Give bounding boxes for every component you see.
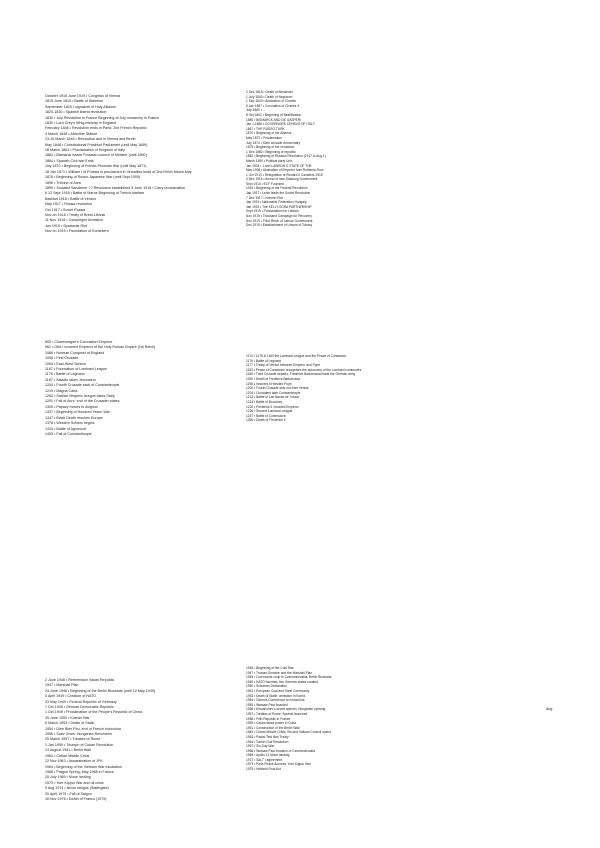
timeline-entry: October 1918 June 1919 • Congress of Vienna xyxy=(45,94,121,98)
timeline-entry: 1204 • Crusaders take Constantinople xyxy=(246,390,301,395)
timeline-entry: 13-15 March 1848 • Revolution and in Vienna and Berlin xyxy=(45,137,136,142)
timeline-entry: 1961 • Construction of the Berlin Wall xyxy=(246,725,300,730)
timeline-entry: 1291 • Fall of Acre, end of the Crusader states xyxy=(45,399,120,404)
timeline-entry: 11 Nov 1918 • Compiègne Armistice xyxy=(45,218,103,223)
timeline-entry: 1959 • Castro takes power in Cuba xyxy=(246,721,296,726)
timeline-entry: 1282 • Sicilian Vespers; Aragon takes Sicily xyxy=(45,394,115,399)
timeline-entry: 1870 • Beginning of the Alliance xyxy=(246,131,292,136)
timeline-entry: Oct 1917 • Soviet Russia xyxy=(45,207,86,212)
timeline-entry: 18 Jan 1871 • William I of Prussia is proclaimed in Versailles head of 2nd Reich Marsh May xyxy=(45,169,192,174)
timeline-entry: Jan 1904 • 1 Ann LAWSON E STATE OF THE xyxy=(246,163,312,168)
timeline-entry: 1964 • Beginning of the Vietnam War escalation xyxy=(45,764,122,769)
timeline-entry: 1 Oct 1949 • Proclamation of the People's Republic of China xyxy=(45,710,143,715)
timeline-entry: 1958 • Fifth Republic in France xyxy=(246,716,291,721)
timeline-entry: 1947 • Marshall Plan xyxy=(45,683,79,688)
timeline-entry: 25 March 1957 • Treaties of Rome xyxy=(45,737,101,742)
timeline-entry: 1212 • Battle of Las Navas de Tolosa xyxy=(246,395,299,400)
timeline-entry: 1968 • Prague Spring; May 1968 in France xyxy=(45,769,114,774)
timeline-entry: 1878 • Beginning of Russo-Japanese War (until Sept 1905) xyxy=(45,175,141,180)
timeline-entry: 1190 • Death of Frederick Barbarossa xyxy=(246,376,300,381)
timeline-entry: 1226 • Second Lombard League xyxy=(246,409,293,414)
timeline-entry: Basilian 1918 • Battle of Verdun xyxy=(45,196,97,201)
timeline-entry: 1220 • Frederick II crowned Emperor xyxy=(246,404,299,409)
timeline-entry: 25 June 1950 • Korean War xyxy=(45,715,90,720)
timeline-entry: 1237 • Battle of Cortenuova xyxy=(246,413,286,418)
timeline-entry: 24 June 1948 • Beginning of the Berlin Blockade (until 12 May 1949) xyxy=(45,688,156,693)
timeline-entry: 1896 • Tribune of Ares xyxy=(45,180,81,185)
timeline-entry: 5 March 1953 • Death of Stalin xyxy=(45,721,95,726)
timeline-entry: July 1860 • ... xyxy=(246,108,266,113)
timeline-entry: 1347 • Black Death reaches Europe xyxy=(45,415,103,420)
timeline-entry: 1915 • Beginning of the Federal Revolution xyxy=(246,186,308,191)
timeline-entry: July 1870 • Beginning of Franco-Prussian War (until May 1871) xyxy=(45,164,147,169)
timeline-entry: 8 Oct 1862 • Beginning of Beatification xyxy=(246,112,302,117)
timeline-entry: 1954 • Dien Bien Phu, end of French Indochina xyxy=(45,726,121,731)
timeline-entry: 1956 • Khrushchev's secret speech; Hungarian uprising xyxy=(246,707,326,712)
timeline-entry: March 1890 • Political party Unit xyxy=(246,158,292,163)
timeline-entry: 3 Dec 1914 • Arrival of new Stasburg Government xyxy=(246,177,318,182)
timeline-entry: 7 Dec 1917 • Kremlin Riot xyxy=(246,195,284,200)
timeline-entry: 22 Nov 1963 • Assassination of JFK xyxy=(45,759,103,764)
timeline-entry: 1415 • Battle of Agincourt xyxy=(45,426,86,431)
timeline-entry: 18 March 1861 • Proclamation of Kingdom of Italy xyxy=(45,148,125,153)
timeline-entry: 1183 • Peace of Constance recognises the autonomy of the Lombard communes xyxy=(246,367,362,372)
timeline-entry: May 1917 • Russia revolution xyxy=(45,202,93,207)
timeline-entry: 1968 • Warsaw Pact invasion of Czechoslovakia xyxy=(246,748,315,753)
timeline-entry: 1880 • BISMARCK AND DE GASPERI xyxy=(246,117,302,122)
timeline-entry: 1962 • Cuban Missile Crisis; Second Vatican Council opens xyxy=(246,730,331,735)
timeline-entry: 1882 • Beginning of Russian Revolution (1917 to Aug 1) xyxy=(246,154,326,159)
timeline-entry: Sept 1919 • Proclamation for Latvian xyxy=(246,209,299,214)
timeline-entry: Nov 1919 • Thousand Campaign for Recovery xyxy=(246,214,312,219)
timeline-entry: 1054 • East-West Schism xyxy=(45,361,86,366)
timeline-entry: 1096 • First Crusade xyxy=(45,356,79,361)
timeline-entry: 1 Oct 1913 • Resignation of Richard II Cavaliers 1918 xyxy=(246,172,323,177)
timeline-entry: 962 • Otto I crowned Emperor of the Holy Roman Empire (1st Reich) xyxy=(45,345,156,350)
timeline-entry: 1956 • Suez Crisis; Hungarian Revolution xyxy=(45,732,112,737)
timeline-entry: 13 August 1961 • Berlin Wall xyxy=(45,748,91,753)
timeline-entry: Nov on 1919 • Foundation of Komintern xyxy=(45,229,109,234)
timeline-entry: 1 Sep 1843 • Abdication of Charles xyxy=(246,99,296,104)
timeline-column-left-2 xyxy=(45,340,235,437)
timeline-entry: 1969 • Apollo 11 Moon landing xyxy=(246,753,290,758)
timeline-entry: 1189 • Third Crusade departs; Frederick Barbarossa leads the German army xyxy=(246,372,356,377)
timeline-entry: 1 July 1840 • Death of Napoleon xyxy=(246,94,293,99)
timeline-entry: 7 Oct 1949 • German Democratic Republic xyxy=(45,705,114,710)
timeline-entry: July 1874 • Sixth crusade Anniversary xyxy=(246,140,301,145)
timeline-entry: September 1815 • signature of Holy Alliance xyxy=(45,104,117,109)
timeline-entry: 16 Nov 1976 • Death of Franco (1975) xyxy=(45,796,107,801)
timeline-entry: 1337 • Beginning of Hundred Years' War xyxy=(45,410,110,415)
timeline-entry: 1972 • SALT I agreement xyxy=(246,757,283,762)
timeline-entry: 1867 • THE RUSSO-TURK xyxy=(246,126,285,131)
timeline-entry: 1973 • Yom Kippur War and oil crisis xyxy=(45,780,104,785)
timeline-entry: 1950 • Schuman Declaration xyxy=(246,684,287,689)
timeline-entry: 1198 • Innocent III elected Pope xyxy=(246,381,292,386)
timeline-entry: 1176 • Battle of Legnano xyxy=(45,372,85,377)
timeline-entry: 1962 • Cuban Missile Crisis xyxy=(45,753,90,758)
timeline-entry: 1177 • Treaty of Venice between Emperor and Pope xyxy=(246,363,321,368)
timeline-column-right-2 xyxy=(246,354,576,423)
timeline-entry: 1967 • Six-Day War xyxy=(246,744,275,749)
timeline-entry: 1964 • Tonkin Gulf Resolution xyxy=(246,739,289,744)
timeline-entry: 1453 • Fall of Constantinople xyxy=(45,431,92,436)
timeline-entry: 1899 • Socialist Sandinner ?? Revolution established 9 June 1918 • Carry proclamation xyxy=(45,185,186,190)
timeline-entry: 1947 • Truman Doctrine and the Marshall Plan xyxy=(246,670,313,675)
timeline-entry: 1066 • Norman Conquest of England xyxy=(45,350,105,355)
timeline-column-left-1 xyxy=(45,94,235,235)
timeline-entry: May 1848 • Constitutional Frankfurt Parliament (until May 1849) xyxy=(45,142,148,147)
timeline-entry: 23 May 1949 • Federal Republic of Germany xyxy=(45,699,117,704)
timeline-entry: 800 • Charlemagne's Coronation Emperor xyxy=(45,340,113,344)
timeline-entry: 4 March 1848 • Albertine Statute xyxy=(45,131,98,136)
timeline-entry: 2 June 1946 • Referendum Italian Republic xyxy=(45,678,115,682)
timeline-entry: 1951 • European Coal and Steel Community xyxy=(246,688,310,693)
timeline-entry: 1174 • 1176 & 1183 the Lombard League and the Peace of Constance xyxy=(246,354,347,358)
timeline-entry: 1815 June 1815 • Battle of Waterloo xyxy=(45,99,104,104)
timeline-entry: 1214 • Battle of Bouvines xyxy=(246,399,283,404)
timeline-entry: 6 13 Sept 1918 • Battle of Marne Beginning of Trench warfare xyxy=(45,191,145,196)
timeline-entry: 1250 • Death of Frederick II xyxy=(246,418,286,423)
timeline-entry: 1963 • Partial Test Ban Treaty xyxy=(246,734,289,739)
timeline-entry: 1955 • Warsaw Pact founded xyxy=(246,702,288,707)
timeline-entry: 9 Aug 1974 • Nixon resigns (Watergate) xyxy=(45,786,109,791)
timeline-entry: 1309 • Papacy moves to Avignon xyxy=(45,404,99,409)
timeline-entry: 1948 • Communist coup in Czechoslovakia; Berlin Blockade xyxy=(246,675,332,680)
timeline-entry: 1820-1830 • Spanish liberal revolution xyxy=(45,110,107,115)
timeline-entry: 1 Jan 1959 • Triumph of Cuban Revolution xyxy=(45,742,114,747)
timeline-entry: Jan 1917 • Lenin leads the Soviet Revolution xyxy=(246,191,311,196)
timeline-entry: 1953 • Death of Stalin; armistice in Korea xyxy=(246,693,306,698)
timeline-column-left-3 xyxy=(45,678,235,802)
timeline-entry: 1973 • Paris Peace Accords; Yom Kippur War xyxy=(246,762,311,767)
timeline-entry: 1 Dec 1880 • Beginning of republic xyxy=(246,149,296,154)
timeline-entry: 1975 • Helsinki Final Act xyxy=(246,767,281,772)
timeline-entry: 1957 • Treaties of Rome; Sputnik launched xyxy=(246,711,308,716)
timeline-entry: 5 Jan 1857 • Coronation of Charles X xyxy=(246,103,300,108)
timeline-entry: Nov on 1918 • Treaty of Brest-Litovsk xyxy=(45,212,106,217)
timeline-entry: 1215 • Magna Carta xyxy=(45,388,78,393)
margin-note: Aug xyxy=(546,707,553,711)
timeline-entry: 1949 • NATO founded; two German states created xyxy=(246,679,318,684)
timeline-entry: 1378 • Western Schism begins xyxy=(45,421,95,426)
timeline-entry: 1204 • Fourth Crusade sack of Constantinople xyxy=(45,383,120,388)
timeline-entry: Dec 1919 • Establishment of Unions of Tolstoy xyxy=(246,223,313,228)
timeline-entry: 1830 • July Revolution in France Beginning of July monarchy in France xyxy=(45,115,160,120)
timeline-column-right-1 xyxy=(246,90,396,228)
timeline-entry: Sept 1914 • ECF Founded xyxy=(246,181,284,186)
timeline-entry: Jan 1919 • Spartacist Riot xyxy=(45,223,87,228)
timeline-entry: 1202 • Fourth Crusade sets out from Venice xyxy=(246,386,309,391)
timeline-column-right-3 xyxy=(246,666,576,772)
timeline-entry: 1176 • Battle of Legnano xyxy=(246,358,282,363)
timeline-entry: 1862 • Bismarck heads Prussian council of Minister (until 1890) xyxy=(45,153,147,158)
timeline-entry: Jan 1919 • Nationalist Federation Hungary xyxy=(246,200,307,205)
timeline-entry: May 1908 • Abdication of Emperor Ivan Ruthenia Rum xyxy=(246,168,324,173)
timeline-entry: February 1848 • Revolution ends in Paris; 2nd French Republic xyxy=(45,126,147,131)
timeline-entry: 1830 • Lord Grey's Whig ministry in England xyxy=(45,121,117,126)
timeline-entry: May 1872 • Proclamation xyxy=(246,135,282,140)
timeline-entry: 1954 • Geneva Conference on Indochina xyxy=(246,698,305,703)
timeline-entry: 1875 • Beginning of the revolution xyxy=(246,145,295,150)
timeline-entry: 1167 • Foundation of Lombard League xyxy=(45,367,107,372)
timeline-entry: Jan 1919 • The KELLY-SORA PARTNERSHIP xyxy=(246,204,312,209)
timeline-entry: 20 July 1969 • Moon landing xyxy=(45,775,91,780)
timeline-entry: 1864 • Spanish Civil war Ends xyxy=(45,158,94,163)
timeline-entry: Jan 1 1885 • GOVERNORS CENSUS OF ITALY xyxy=(246,122,315,127)
timeline-entry: 4 April 1949 • Creation of NATO xyxy=(45,694,97,699)
timeline-entry: 2 Dec 1818 • Death of Alexander xyxy=(246,90,293,94)
timeline-entry: 1187 • Saladin takes Jerusalem xyxy=(45,377,96,382)
timeline-entry: Nov 1919 • Third Reich of Labour Government xyxy=(246,218,313,223)
timeline-entry: 30 April 1975 • Fall of Saigon xyxy=(45,791,92,796)
timeline-entry: 1946 • Beginning of the Cold War xyxy=(246,666,294,670)
